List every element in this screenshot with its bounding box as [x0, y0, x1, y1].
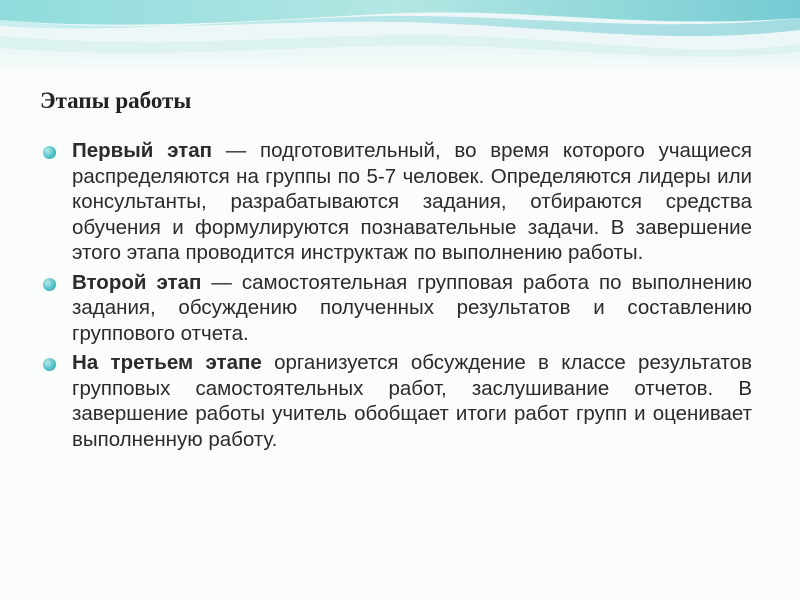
bullet-item-second-stage: [40, 270, 752, 347]
bullet-item-first-stage: [40, 138, 752, 266]
bullet-item-third-stage: [40, 350, 752, 452]
bullet-lead: Первый этап: [72, 139, 213, 162]
bullet-list: [40, 138, 752, 456]
teal-circle-bullet-icon: [43, 278, 56, 291]
slide-title: Этапы работы: [40, 88, 192, 113]
bullet-text: организуется обсуждение в классе результатов групповых самостоятельных работ, заслушивание отчетов. В завершение работы учитель обобщает итоги работ групп и оценивает выполненную работу.: [72, 351, 752, 451]
teal-circle-bullet-icon: [43, 146, 56, 159]
bullet-text: — самостоятельная групповая работа по выполнению задания, обсуждению полученных результатов и составлению группового отчета.: [72, 270, 752, 345]
bullet-lead: На третьем этапе: [72, 351, 262, 374]
wave-header-decoration: [0, 0, 800, 70]
bullet-text: — подготовительный, во время которого учащиеся распределяются на группы по 5-7 человек. Определяются лидеры или консультанты, разрабатываются задания, отбираются средства обучения и формулируются познавательные задачи. В завершение этого этапа проводится инструктаж по выполнению работы.: [72, 139, 752, 264]
teal-circle-bullet-icon: [43, 358, 56, 371]
bullet-lead: Второй этап: [72, 270, 202, 294]
